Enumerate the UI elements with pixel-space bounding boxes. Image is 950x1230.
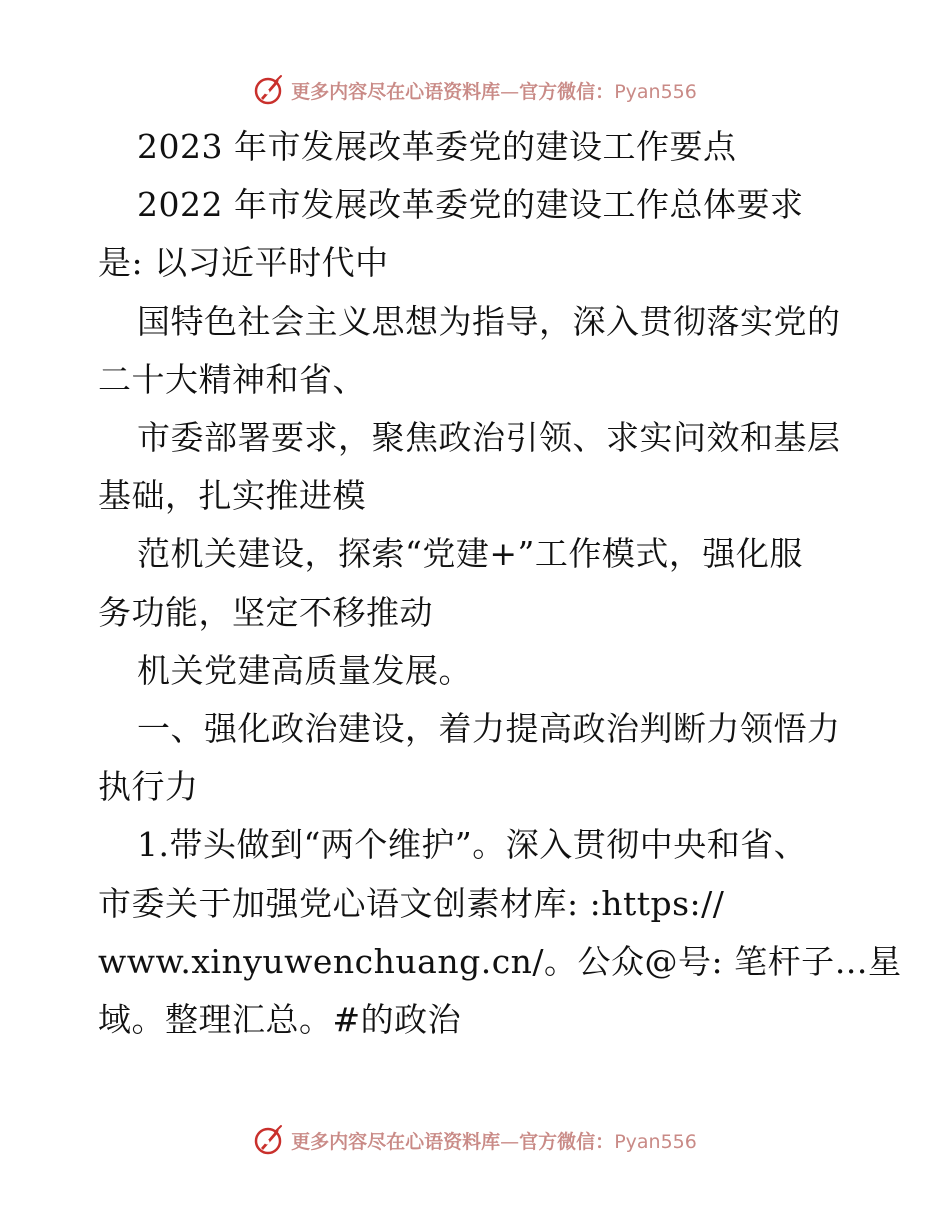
document-line: 国特色社会主义思想为指导，深入贯彻落实党的 [137,302,841,341]
document-line: 2023 年市发展改革委党的建设工作要点 [137,127,737,166]
document-line: 范机关建设，探索“党建+”工作模式，强化服 [137,534,803,573]
document-line: 二十大精神和省、 [98,360,366,399]
watermark-site-name: 更多内容尽在心语资料库 [291,1130,501,1153]
document-line: 执行力 [98,767,199,806]
header-watermark [0,70,950,110]
quill-pen-logo-icon [253,1124,285,1156]
document-line: 一、强化政治建设，着力提高政治判断力领悟力 [137,709,841,748]
document-line: 是: 以习近平时代中 [98,243,389,282]
document-line: 域。整理汇总。#的政治 [98,1000,462,1039]
document-line: www.xinyuwenchuang.cn/。公众@号: 笔杆子…星 [98,942,902,981]
watermark-wechat-id: Pyan556 [614,1130,697,1153]
watermark-text [291,1127,697,1154]
watermark-site-name: 更多内容尽在心语资料库 [291,80,501,103]
document-line: 市委部署要求，聚焦政治引领、求实问效和基层 [137,418,841,457]
footer-watermark [0,1120,950,1160]
watermark-text [291,77,697,104]
document-line: 基础，扎实推进模 [98,476,366,515]
watermark-wechat-label: 官方微信： [519,80,615,103]
document-line: 2022 年市发展改革委党的建设工作总体要求 [137,185,804,224]
document-line: 市委关于加强党心语文创素材库: :https:// [98,884,725,923]
quill-pen-logo-icon [253,74,285,106]
document-line: 机关党建高质量发展。 [137,651,472,690]
watermark-wechat-id: Pyan556 [614,80,697,103]
watermark-separator: — [500,1130,520,1153]
document-line: 务功能，坚定不移推动 [98,593,433,632]
watermark-wechat-label: 官方微信： [519,1130,615,1153]
document-line: 1.带头做到“两个维护”。深入贯彻中央和省、 [137,825,808,864]
watermark-separator: — [500,80,520,103]
